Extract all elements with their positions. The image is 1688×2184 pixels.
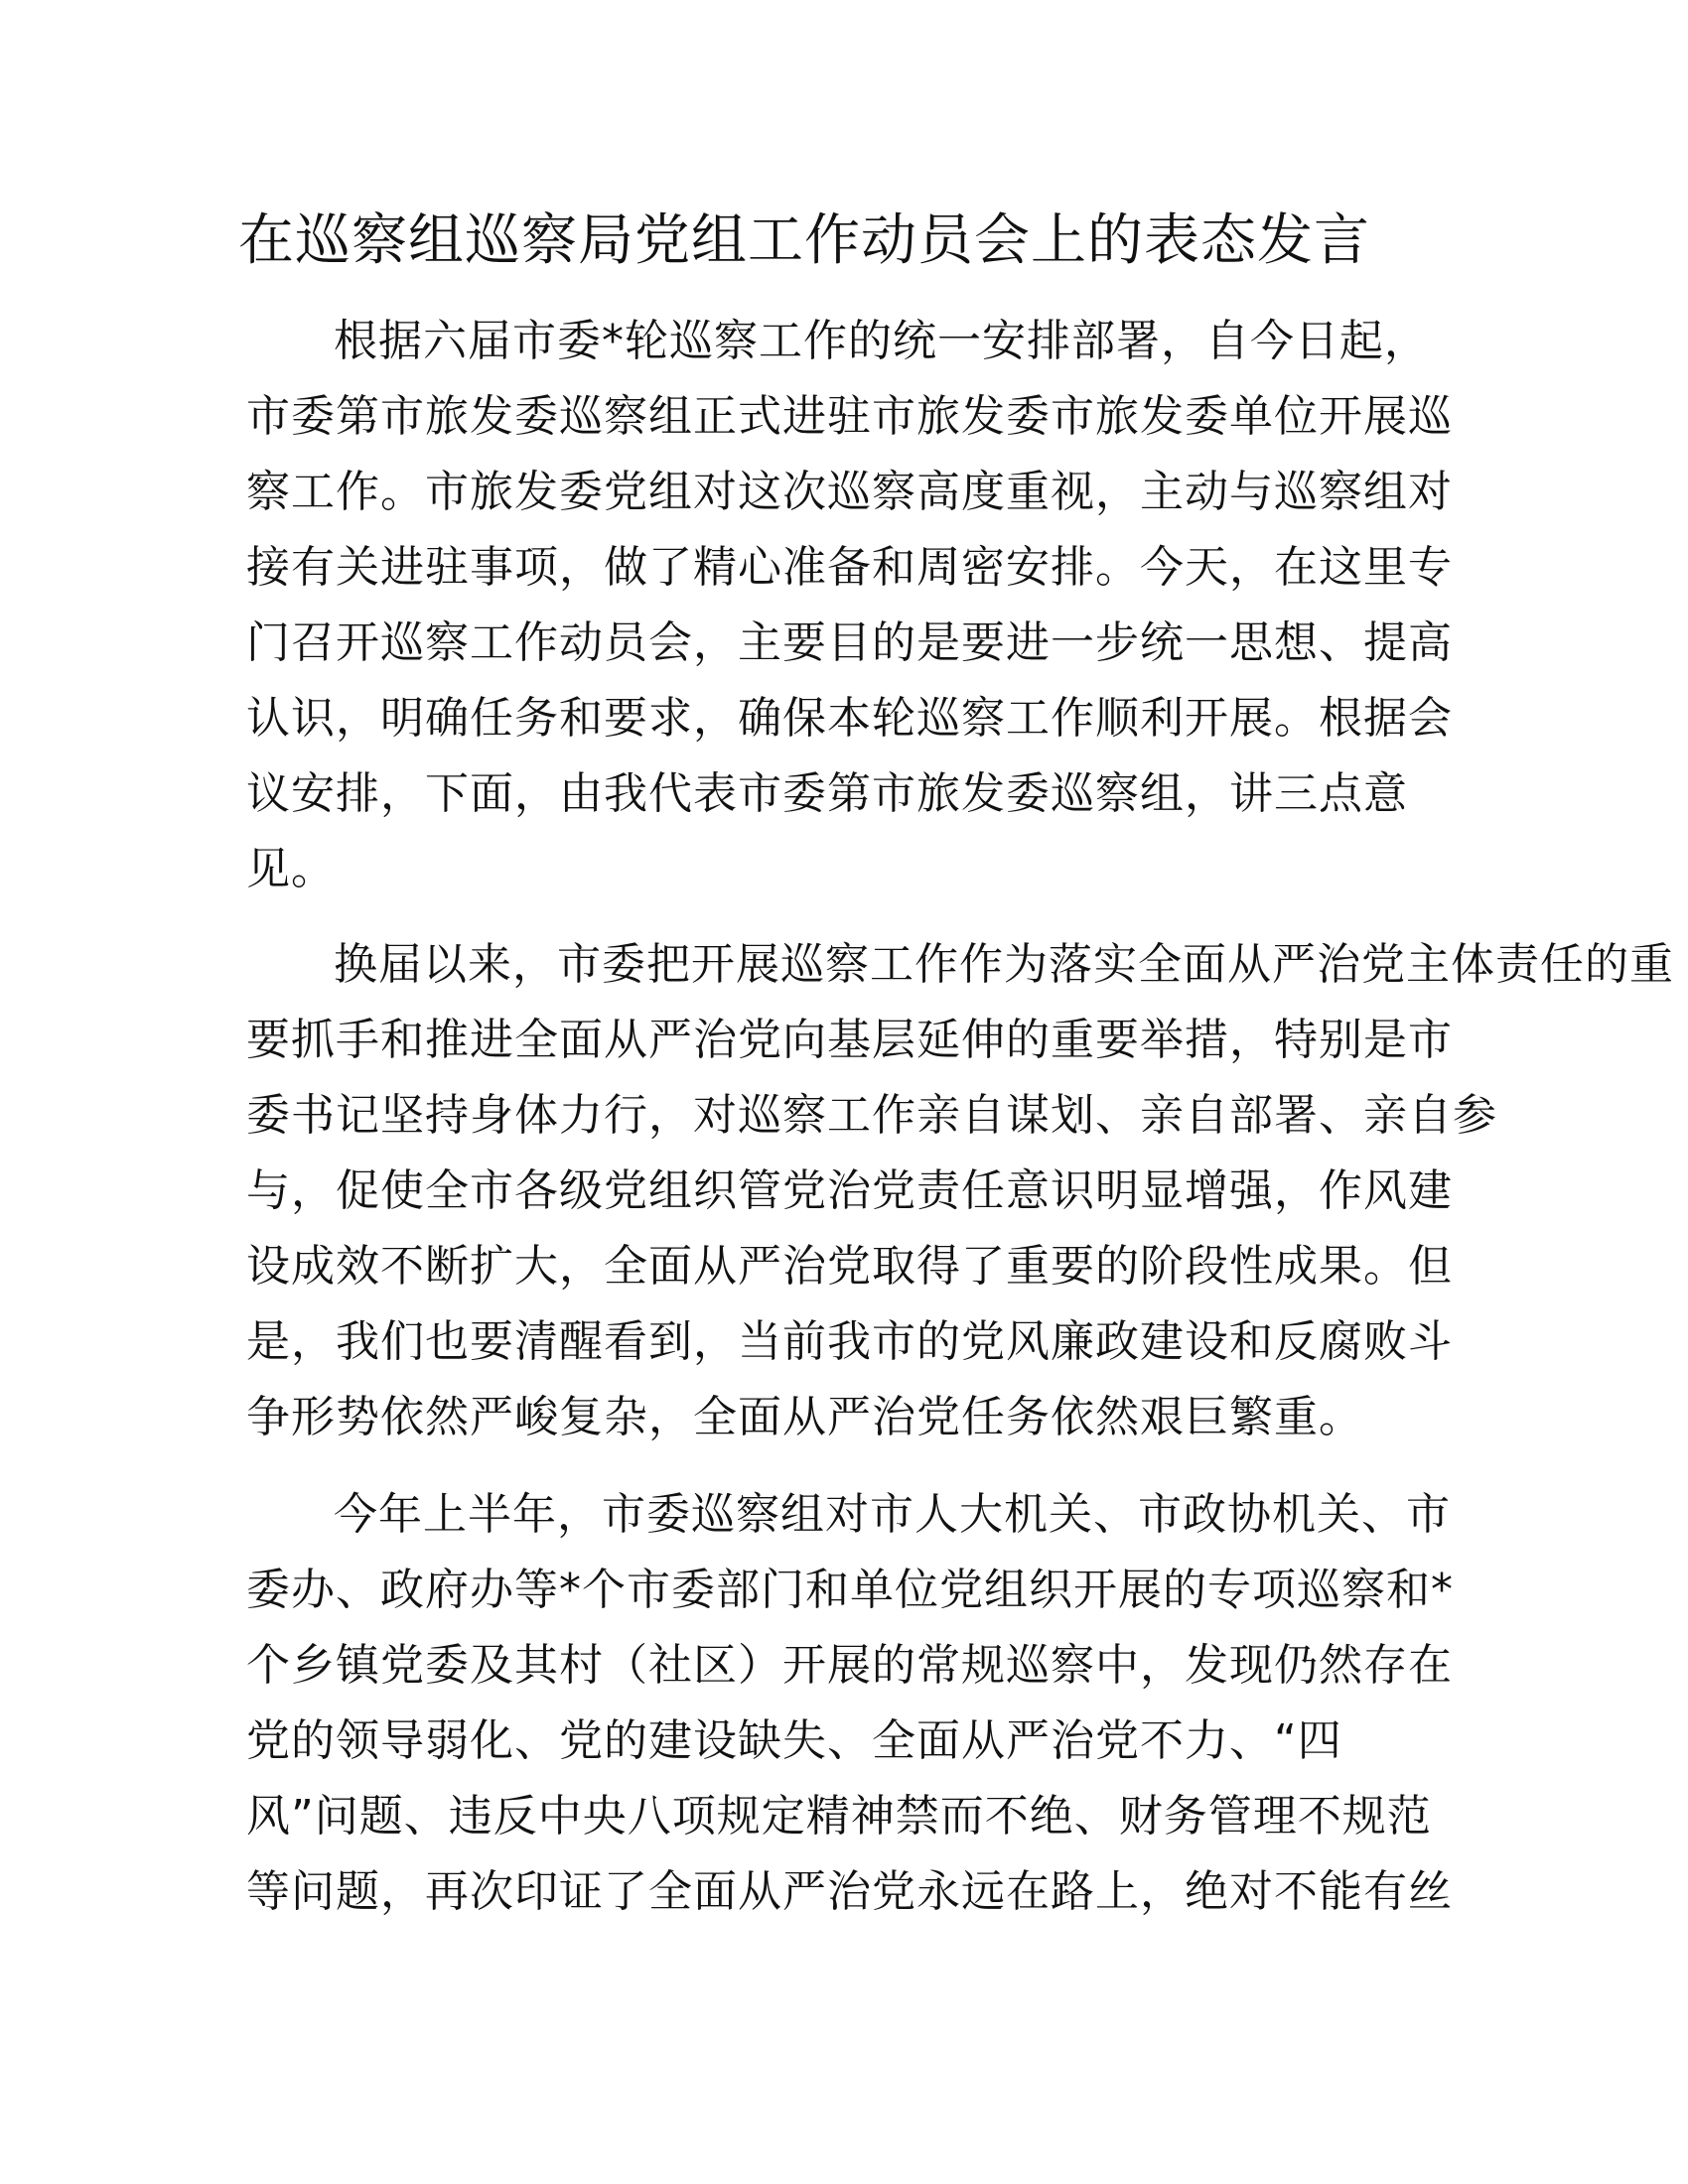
paragraph-line: 风”问题、违反中央八项规定精神禁而不绝、财务管理不规范: [246, 1791, 1432, 1842]
paragraph-line: 要抓手和推进全面从严治党向基层延伸的重要举措，特别是市: [246, 1015, 1453, 1065]
paragraph-line: 换届以来，市委把开展巡察工作作为落实全面从严治党主体责任的重: [334, 939, 1674, 990]
paragraph-1: [246, 304, 1453, 907]
paragraph-line: 个乡镇党委及其村（社区）开展的常规巡察中，发现仍然存在: [246, 1640, 1453, 1691]
paragraph-line: 市委第市旅发委巡察组正式进驻市旅发委市旅发委单位开展巡: [246, 391, 1453, 442]
paragraph-line: 委书记坚持身体力行，对巡察工作亲自谋划、亲自部署、亲自参: [246, 1090, 1497, 1141]
paragraph-line: 根据六届市委*轮巡察工作的统一安排部署，自今日起，: [334, 316, 1429, 366]
paragraph-line: 认识，明确任务和要求，确保本轮巡察工作顺利开展。根据会: [246, 693, 1453, 744]
paragraph-line: 设成效不断扩大，全面从严治党取得了重要的阶段性成果。但: [246, 1241, 1453, 1292]
paragraph-line: 今年上半年，市委巡察组对市人大机关、市政协机关、市: [334, 1489, 1451, 1540]
paragraph-line: 察工作。市旅发委党组对这次巡察高度重视，主动与巡察组对: [246, 467, 1453, 517]
paragraph-line: 接有关进驻事项，做了精心准备和周密安排。今天，在这里专: [246, 542, 1453, 593]
paragraph-line: 见。: [246, 844, 336, 894]
paragraph-line: 与，促使全市各级党组织管党治党责任意识明显增强，作风建: [246, 1165, 1453, 1216]
paragraph-line: 议安排，下面，由我代表市委第市旅发委巡察组，讲三点意: [246, 768, 1408, 819]
paragraph-line: 党的领导弱化、党的建设缺失、全面从严治党不力、“四: [246, 1715, 1342, 1766]
document-title: 在巡察组巡察局党组工作动员会上的表态发言: [238, 208, 1370, 273]
paragraph-line: 是，我们也要清醒看到，当前我市的党风廉政建设和反腐败斗: [246, 1316, 1453, 1367]
paragraph-line: 等问题，再次印证了全面从严治党永远在路上，绝对不能有丝: [246, 1866, 1453, 1917]
paragraph-2: [246, 927, 1674, 1455]
paragraph-line: 委办、政府办等*个市委部门和单位党组织开展的专项巡察和*: [246, 1565, 1454, 1615]
paragraph-3: [246, 1477, 1454, 1930]
paragraph-line: 门召开巡察工作动员会，主要目的是要进一步统一思想、提高: [246, 617, 1453, 668]
paragraph-line: 争形势依然严峻复杂，全面从严治党任务依然艰巨繁重。: [246, 1392, 1363, 1442]
